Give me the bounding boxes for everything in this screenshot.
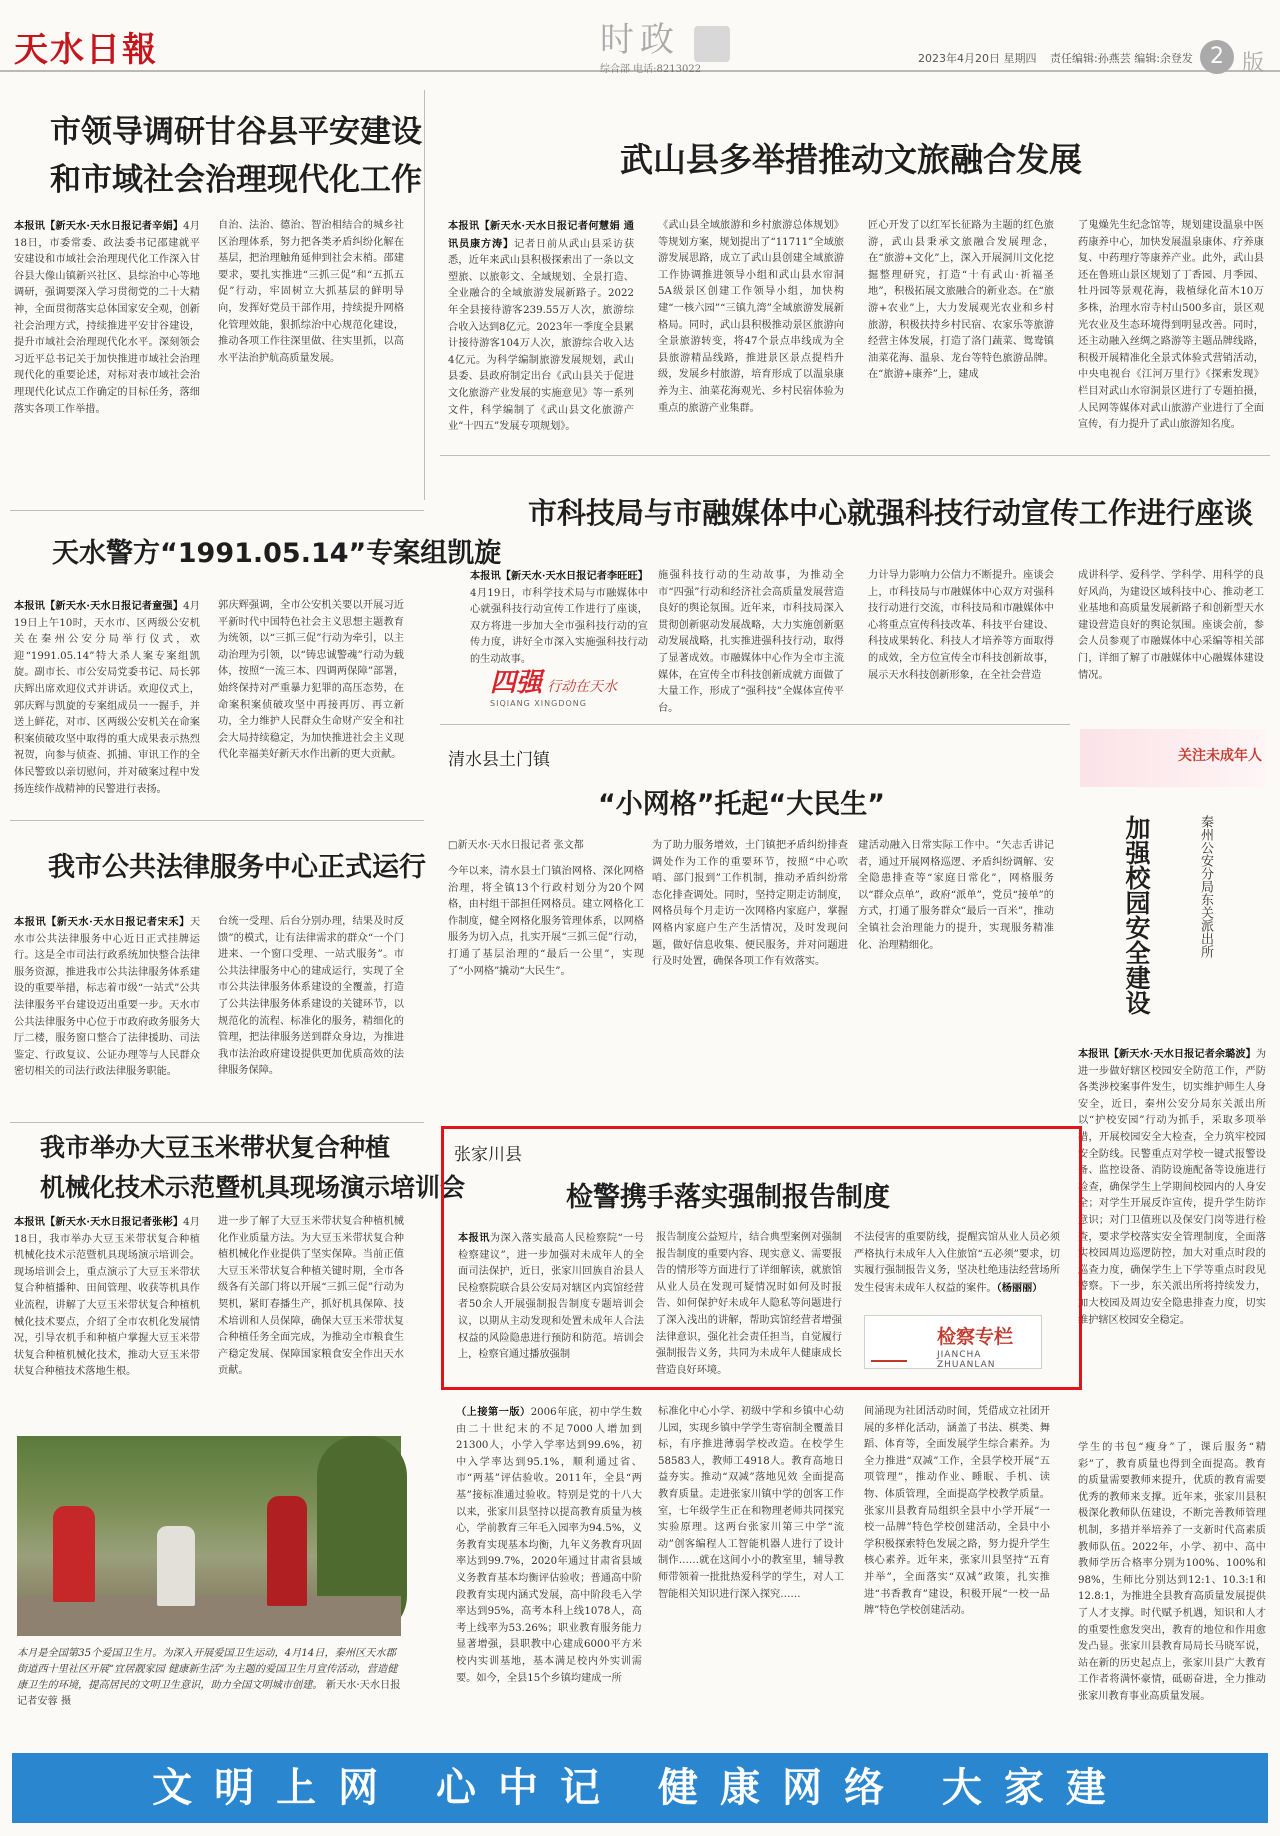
article-5-headline: “小网格”托起“大民生” — [598, 789, 885, 820]
article-1-title-line-1: 市领导调研甘谷县平安建设 — [50, 114, 422, 150]
article-1-title-line-2: 和市域社会治理现代化工作 — [50, 162, 422, 198]
procuratorate-column-title: 检察专栏 — [937, 1326, 1014, 1348]
article-4-col-2: 施强科技行动的生动故事，为推动全市“四强”行动和经济社会高质量发展营造良好的舆论氛围。近年来，市科技局深入贯彻创新驱动发展战略，大力实施创新驱动发展战略，扎实推进强科技行动，取得了显著成效。市融媒体中心作为全市主流媒体，在宣传全市科技创新成就方面做了大量工作，形成了“强科技”全媒体宣传平台。 — [658, 570, 844, 714]
article-8-col-2: 报告制度公益短片，结合典型案例对强制报告制度的重要内容、现实意义、需要报告的情形等方面进行了详细解读，就旅馆从业人员在发现可疑情况时如何及时报告、如何保护好未成年人隐私等问题进行了深入浅出的讲解，帮助宾馆经营者增强法律意识，强化社会责任担当，自觉履行强制报告义务，共同为未成年人健康成长营造良好环境。 — [656, 1232, 842, 1376]
section-divider — [440, 455, 1270, 456]
article-10-col-4: 学生的书包“瘦身”了，课后服务“精彩”了，教育质量也得到全面提高。教育的质量需要教师来提升，优质的教育需要优秀的教师来支撑。近年来，张家川县积极深化教师队伍建设，不断完善教师管理机制，多措并举培养了一支新时代高素质教师队伍。2022年，小学、初中、高中教师学历合格率分别为100%、100%和98%，生师比分别达到12:1、10.3:1和12.8:1，为推进全县教育高质量发展提供了人才支撑。时代赋予机遇，知识和人才的重要性愈发突出，教育的地位和作用愈发凸显。张家川县教育局局长马晓军说，站在新的历史起点上，张家川县广大教育工作者将满怀豪情，砥砺奋进，全力推动张家川教育事业高质量发展。 — [1078, 1442, 1266, 1702]
news-photo — [17, 1436, 401, 1636]
siqiang-logo-subtitle: 行动在天水 — [547, 679, 618, 695]
article-6-headline: 我市公共法律服务中心正式运行 — [48, 852, 426, 883]
article-3-col-2: 郭庆辉强调，全市公安机关要以开展习近平新时代中国特色社会主义思想主题教育为统领，以“三抓三促”行动为牵引，以主动治理为引领，以“铸忠诚警魂”行动为载体，按照“一流三本、四调两保障”部署，始终保持对严重暴力犯罪的高压态势，在命案积案侦破攻坚中再接再厉、再立新功，全力维护人民群众生命财产安全和社会大局持续稳定，为加快推进社会主义现代化幸福美好新天水作出新的更大贡献。 — [218, 600, 404, 761]
page-number: 2 — [1200, 40, 1234, 74]
editor-credits: 责任编辑:孙燕芸 编辑:余登发 — [1050, 52, 1193, 65]
photo-volunteer — [267, 1496, 307, 1606]
focus-minors-label: 关注未成年人 — [1178, 748, 1262, 764]
siqiang-logo-title: 四强 — [490, 668, 543, 698]
column-divider — [424, 90, 425, 500]
siqiang-logo — [490, 662, 640, 708]
article-4-col-1: 本报讯【新天水·天水日报记者李旺旺】4月19日，市科学技术局与市融媒体中心就强科技行动宣传工作进行了座谈，双方将进一步加大全市强科技行动的宣传力度，讲好全市深入实施强科技行动的生动故事。 — [470, 570, 648, 665]
section-divider — [440, 724, 1070, 725]
article-4-headline: 市科技局与市融媒体中心就强科技行动宣传工作进行座谈 — [528, 496, 1254, 530]
article-7-title-line-1: 我市举办大豆玉米带状复合种植 — [40, 1133, 391, 1162]
article-6-col-2: 台统一受理、后台分别办理，结果及时反馈”的模式，让有法律需求的群众“一个门进来、一个窗口受理、一站式服务”。市公共法律服务中心的建成运行，实现了全市公共法律服务体系建设的全覆盖，打造了公共法律服务体系建设的关键环节，以规范化的流程、标准化的服务，精细化的管理，把法律服务送到群众身边，为推进我市法治政府建设提供更加优质高效的法律服务保障。 — [218, 916, 404, 1077]
article-7-headline — [40, 1128, 465, 1208]
photo-sidewalk — [17, 1596, 401, 1636]
article-10-col-2: 标准化中心小学、初级中学和乡镇中心幼儿园，实现乡镇中学学生寄宿制全覆盖目标，有序推进薄弱学校改造。在校学生58583人，教师工4918人。教育高地日益夯实。推动“双减”落地见效 全面提高教育质量。走进张家川镇中学的创客工作室，七年级学生正在和物理老师共同探究实验原理。这两台张家川第三中学“流动”创客编程人工智能机器人进行了设计制作……就在这间小小的教室里，辅导教师带领着一批批热爱科学的学生，对人工智能相关知识进行深入探究…… — [658, 1406, 844, 1600]
article-2-headline: 武山县多举措推动文旅融合发展 — [620, 140, 1082, 179]
page-suffix: 版 — [1242, 51, 1265, 76]
article-8-col-1: 本报讯为深入落实最高人民检察院“一号检察建议”，进一步加强对未成年人的全面司法保护，近日，张家川回族自治县人民检察院联合县公安局对辖区内宾馆经营者50余人开展强制报告制度专题培训会议，以期从主动发现和处置未成年人合法权益的风险隐患进行预防和防范。培训会上，检察官通过播放强制 — [458, 1232, 644, 1361]
procuratorate-column-english: JIANCHA ZHUANLAN — [937, 1350, 996, 1370]
article-3-headline: 天水警方“1991.05.14”专案组凯旋 — [52, 538, 502, 569]
article-2-col-2: 《武山县全域旅游和乡村旅游总体规划》等规划方案，规划提出了“11711”全域旅游发展思路，成立了武山县创建全域旅游工作协调推进领导小组和武山县水帘洞5A级景区创建工作领导小组，加快构建“一核六园”“三镇九湾”全域旅游发展新格局。同时，武山县积极推动景区旅游向全景旅游转变，将47个景点串线成为全县旅游精品线路，推进景区景点提档升级，发展乡村旅游，培育形成了以温泉康养为主、油菜花海观光、乡村民宿体验为重点的旅游产业集群。 — [658, 220, 844, 414]
section-divider — [10, 510, 424, 511]
article-5-col-3: 建活动融入日常实际工作中。“矢志舌讲记者，通过开展网格巡逻、矛盾纠纷调解、安全隐患排查等“家庭日常化”，网格服务以“群众点单”，政府“派单”，党员“接单”的方式，打通了服务群众“最后一百米”，推动全镇社会治理能力的提升，实现服务精准化、治理精细化。 — [858, 840, 1054, 951]
article-9-subtitle: 秦州公安分局东关派出所 — [1198, 815, 1213, 958]
section-icon — [694, 26, 730, 62]
newspaper-logo: 天水日報 — [14, 30, 158, 70]
article-8-kicker: 张家川县 — [454, 1145, 522, 1165]
article-2-col-1: 本报讯【新天水·天水日报记者何慧娟 通讯员康方涛】记者日前从武山县采访获悉，近年来武山县积极探索出了一条以文塑旅、以旅彰文、全域规划、全景打造、全业融合的全域旅游发展新路子。2022年全县接待游客239.55万人次，旅游综合收入达到8亿元。2023年一季度全县累计接待游客104万人次，旅游综合收入达4亿元。为科学编制旅游发展规划，武山县委、县政府制定出台《武山县关于促进文化旅游产业发展的实施意见》等一系列文件，科学编制了《武山县文化旅游产业“十四五”发展专项规划》。 — [448, 220, 635, 433]
procuratorate-column-logo — [864, 1315, 1042, 1369]
article-1-col-2: 自治、法治、德治、智治相结合的城乡社区治理体系，努力把各类矛盾纠纷化解在基层，把治理触角延伸到社会末梢。邵建要求，要扎实推进“三抓三促”和“五抓五促”行动，牢固树立大抓基层的鲜明导向，发挥好党员干部作用，持续提升网格化管理效能，狠抓综治中心规范化建设，推动各项工作往深里做、往实里抓，以高水平法治护航高质量发展。 — [218, 220, 404, 364]
article-4-col-3: 力计导力影响力公信力不断提升。座谈会上，市科技局与市融媒体中心双方对强科技行动进行交流，市科技局和市融媒体中心将重点宣传科技改革、科技平台建设、科技成果转化、科技人才培养等方面取得的成效，全方位宣传全市科技创新故事，展示天水科技创新形象，在全社会营造 — [868, 570, 1054, 681]
article-10-col-3: 间涌现为社团活动时间，凭借成立社团开展的多样化活动，涵盖了书法、棋类、舞蹈、体育等，全面发展学生综合素养。为全力推进“双减”工作，全县学校开展“五项管理”，推动作业、睡眠、手机、读物、体质管理，全面提高学校教学质量。张家川县教育局组织全县中小学开展“一校一品牌”特色学校创建活动，全县中小学积极探索特色发展之路，努力提升学生核心素养。近年来，张家川县坚持“五育并举”，全面落实“双减”政策，扎实推进“书香教育”建设，积极开展“一校一品牌”特色学校创建活动。 — [864, 1406, 1050, 1617]
article-7-col-1: 本报讯【新天水·天水日报记者张彬】4月18日，我市举办大豆玉米带状复合种植机械化技术示范暨机具现场演示培训会。现场培训会上，重点演示了大豆玉米带状复合种植播种、田间管理、收获等机具作业流程，讲解了大豆玉米带状复合种植机械化技术要点，介绍了全市农机化发展情况，引导农机手和种植户掌握大豆玉米带状复合种植机械化技术，推动大豆玉米带状复合种植技术落地生根。 — [14, 1216, 200, 1378]
photo-credit: 新天水·天水日报记者安蓉 摄 — [17, 1680, 401, 1707]
article-8-col-3: 不法侵害的重要防线，提醒宾馆从业人员必须严格执行未成年人入住旅馆“五必须”要求，切实履行强制报告义务，坚决杜绝违法经营场所发生侵害未成年人权益的案件。（杨丽丽） — [854, 1232, 1060, 1294]
article-5-byline: □新天水·天水日报记者 张文都 — [448, 840, 584, 851]
article-1-headline — [50, 108, 422, 204]
section-divider — [10, 820, 424, 821]
section-divider — [10, 1122, 424, 1123]
article-5-kicker: 清水县土门镇 — [448, 750, 550, 770]
scales-icon — [871, 1324, 907, 1362]
article-10-col-1: （上接第一版）2006年底，初中学生数由二十世纪末的不足7000人增加到21300人，小学入学率达到99.6%，初中入学率达到95.1%，顺利通过省、市“两基”评估验收。2011年，全县“两基”接标准通过验收。特别是党的十八大以来，张家川县坚持以提高教育质量为核心，学前教育三年毛入园率为94.5%，义务教育实现基本均衡，九年义务教育巩固率达到99.7%，2020年通过甘肃省县域义务教育基本均衡评估验收；普通高中阶段教育实现内涵式发展，高中阶段毛入学率达到95%，高考本科上线1078人，高考上线率为53.26%；职业教育服务能力显著增强，县职教中心建成6000平方米校内实训基地，基本满足校内外实训需要。如今，全县15个乡镇均建成一所 — [456, 1406, 642, 1684]
issue-date: 2023年4月20日 星期四 — [918, 52, 1037, 65]
article-7-col-2: 进一步了解了大豆玉米带状复合种植机械化作业质量方法。为大豆玉米带状复合种植机械化作业提供了坚实保障。当前正值大豆玉米带状复合种植关键时期，全市各级各有关部门将以开展“三抓三促”行动为契机，紧盯春播生产，抓好机具保障、技术培训和人员保障，确保大豆玉米带状复合种植任务全面完成，为推动全市粮食生产稳定发展、保障国家粮食安全作出天水贡献。 — [218, 1216, 404, 1377]
photo-volunteer — [53, 1506, 95, 1602]
photo-caption: 本月是全国第35个爱国卫生月。为深入开展爱国卫生运动，4月14日，秦州区天水郡街道西十里社区开展“宜居靓家园 健康新生活”为主题的爱国卫生月宣传活动，营造健康卫生的环境，提高居民的文明卫生意识，助力全国文明城市创建。 新天水·天水日报记者安蓉 摄 — [17, 1648, 401, 1707]
article-8-headline: 检警携手落实强制报告制度 — [566, 1182, 890, 1213]
section-subline: 综合部 电话:8213022 — [600, 64, 702, 75]
slogan-text: 文明上网 心中记 健康网络 大家建 — [152, 1765, 1128, 1811]
focus-minors-banner — [1080, 729, 1266, 787]
article-7-title-line-2: 机械化技术示范暨机具现场演示培训会 — [40, 1173, 466, 1202]
article-2-col-4: 了鬼燥先生纪念馆等，规划建设温泉中医药康养中心，加快发展温泉康体、疗养康复、中药理疗等康养产业。此外，武山县还在鲁班山景区规划了丁香园、月季园、牡丹园等景观花海，栽植绿化苗木10万多株，治理水帘寺村山500多亩，景区观光农业及生态环境得到明显改善。同时，还主动融入丝绸之路游等主题品牌线路，积极开展精准化全景式体验式营销活动，中央电视台《江河万里行》《探索发现》栏目对武山水帘洞景区进行了专题拍摄，人民网等媒体对武山旅游产业进行了全面宣传，有力提升了武山旅游知名度。 — [1078, 220, 1264, 431]
article-2-col-3: 匠心开发了以红军长征路为主题的红色旅游，武山县秉承文旅融合发展理念，在“旅游+文化”上，深入开展洞川文化挖掘整理研究，打造“十有武山·祈福圣地”，积极拓展文旅融合的新业态。在“旅游+农业”上，大力发展观光农业和乡村旅游，积极扶持乡村民宿、农家乐等旅游经营主体发展，打造了洛门蔬菜、鸳鸯镇油菜花海、温泉、龙台等特色旅游品牌。在“旅游+康养”上，建成 — [868, 220, 1054, 381]
article-1-col-1: 本报讯【新天水·天水日报记者辛娟】4月18日，市委常委、政法委书记邵建就平安建设和市域社会治理现代化工作深入甘谷县大像山镇新兴社区、县综治中心等地调研，强调要深入学习贯彻党的二十大精神，全面贯彻落实总体国家安全观，创新社会治理方式，持续推进平安甘谷建设，提升市域社会治理现代化水平。深刻领会习近平总书记关于加快推进市域社会治理现代化的重要论述，对标对表市域社会治理现代化试点工作确定的目标任务，落细落实各项工作举措。 — [14, 220, 200, 415]
article-4-col-4: 成讲科学、爱科学、学科学、用科学的良好风尚，为建设区域科技中心、推动老工业基地和高质量发展新路子和创新型天水建设营造良好的舆论氛围。座谈会前，参会人员参观了市融媒体中心采编等相关部门，详细了解了市融媒体中心融媒体建设情况。 — [1078, 570, 1264, 681]
article-5-col-1: 今年以来，清水县土门镇治网格、深化网格治理，将全镇13个行政村划分为20个网格，由村组干部担任网格员。建立网格化工作制度，健全网格化服务管理体系，以网格服务为切入点，扎实开展“三抓三促”行动，打通了基层治理的“最后一公里”，实现了“小网格”撬动“大民生”。 — [448, 866, 644, 977]
article-6-col-1: 本报讯【新天水·天水日报记者宋禾】天水市公共法律服务中心近日正式挂牌运行。这是全市司法行政系统加快整合法律服务资源，推进我市公共法律服务体系建设的重要举措，标志着市级“一站式”公共法律服务平台建设迈出重要一步。天水市公共法律服务中心位于市政府政务服务大厅二楼，服务窗口整合了法律援助、司法鉴定、行政复议、公证办理等与人民群众密切相关的司法行政法律服务职能。 — [14, 916, 200, 1078]
article-9-body: 本报讯【新天水·天水日报记者余璐波】为进一步做好辖区校园安全防范工作，严防各类涉校案事件发生，切实维护师生人身安全，近日，秦州公安分局东关派出所以“护校安园”行动为抓手，采取多项举措，开展校园安全大检查，全力筑牢校园安全防线。民警重点对学校一键式报警设备、监控设备、消防设施配备等设施进行检查，确保学生上学期间校园内的人身安全；对学生开展反诈宣传，提升学生防诈意识；对门卫值班以及保安门岗等进行检查，要求学校落实安全管理制度，全面落实校园周边巡逻防控，加大对重点时段的巡查力度，确保学生上下学等重点时段见警察。下一步，东关派出所将持续发力，加大校园及周边安全隐患排查力度，切实维护辖区校园安全稳定。 — [1078, 1048, 1266, 1326]
photo-volunteer — [157, 1526, 195, 1606]
siqiang-logo-english: SIQIANG XINGDONG — [490, 699, 587, 708]
article-9-headline: 加强校园安全建设 — [1122, 815, 1151, 1015]
article-3-col-1: 本报讯【新天水·天水日报记者童强】4月19日上午10时，天水市、区两级公安机关在秦州公安分局举行仪式，欢迎“1991.05.14”特大杀人案专案组凯旋。副市长、市公安局党委书记、局长郭庆辉出席欢迎仪式并讲话。欢迎仪式上，郭庆辉与凯旋的专案组成员一一握手，并送上鲜花，对市、区两级公安机关在命案积案侦破攻坚中取得的重大成果表示热烈祝贺，向参与侦查、抓捕、审讯工作的全体民警致以亲切慰问，并对破案过程中发扬连续作战精神的民警进行表扬。 — [14, 600, 200, 795]
section-title: 时政 — [600, 20, 680, 60]
article-5-col-2: 为了助力服务增效，土门镇把矛盾纠纷排查调处作为工作的重要环节，按照“中心吹哨、部门报到”工作机制，推动矛盾纠纷常态化排查调处。同时，坚持定期走访制度，网格员每个月走访一次网格内家庭户，掌握网格内家庭户生产生活情况，及时发现问题，做好信息收集、便民服务，并对问题进行及时处置，确保各项工作有效落实。 — [652, 840, 848, 968]
